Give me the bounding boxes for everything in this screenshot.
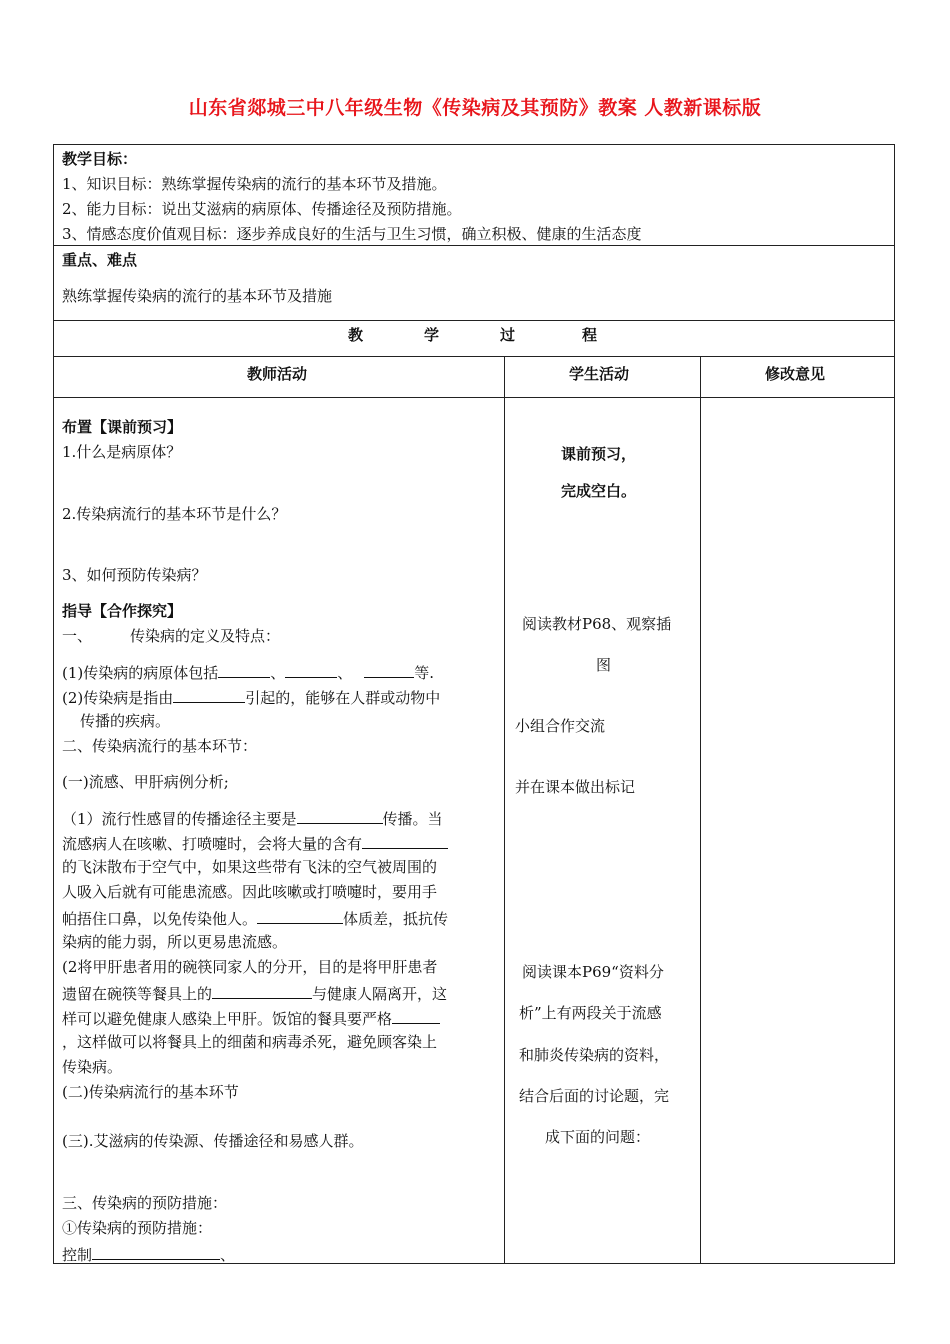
preview-question: 2.传染病流行的基本环节是什么？ bbox=[62, 505, 287, 523]
text-segment: 体质差，抵抗传 bbox=[343, 910, 449, 928]
text-line: ①传染病的预防措施： bbox=[62, 1219, 213, 1237]
row-divider bbox=[53, 397, 895, 398]
column-divider bbox=[504, 356, 505, 1264]
row-divider bbox=[53, 320, 895, 321]
text-segment: 控制 bbox=[62, 1246, 93, 1264]
column-divider bbox=[700, 356, 701, 1264]
process-header-char: 学 bbox=[424, 326, 440, 344]
student-activity: 小组合作交流 bbox=[515, 717, 606, 735]
text-segment: (1)传染病的病原体包括 bbox=[62, 664, 219, 682]
blank bbox=[257, 907, 343, 924]
fill-in-line bbox=[62, 1007, 440, 1029]
text-line: 传染病。 bbox=[62, 1058, 123, 1076]
text-segment: 流感病人在咳嗽、打喷嚏时，会将大量的含有 bbox=[62, 835, 363, 853]
text-segment: 、 bbox=[337, 664, 353, 682]
process-header-char: 程 bbox=[582, 326, 598, 344]
student-activity: 阅读教材P68、观察插 bbox=[522, 615, 672, 633]
section-number: 一、 bbox=[62, 627, 93, 645]
text-segment: (2)传染病是指由 bbox=[62, 689, 174, 707]
preview-question: 1.什么是病原体？ bbox=[62, 443, 182, 461]
objective-item: 1、知识目标：熟练掌握传染病的流行的基本环节及措施。 bbox=[62, 175, 447, 193]
section-title: 传染病的定义及特点： bbox=[130, 627, 281, 645]
text-segment: 、 bbox=[220, 1246, 236, 1264]
fill-in-line bbox=[62, 661, 434, 683]
blank bbox=[285, 661, 337, 678]
blank bbox=[212, 982, 312, 999]
objective-item: 3、情感态度价值观目标：逐步养成良好的生活与卫生习惯，确立积极、健康的生活态度 bbox=[62, 225, 642, 243]
row-divider bbox=[53, 245, 895, 246]
blank bbox=[218, 661, 270, 678]
process-header-char: 教 bbox=[348, 326, 364, 344]
section-title: 三、传染病的预防措施： bbox=[62, 1194, 228, 1212]
blank bbox=[362, 832, 448, 849]
blank bbox=[92, 1243, 220, 1260]
text-segment: 与健康人隔离开，这 bbox=[312, 985, 448, 1003]
student-activity: 完成空白。 bbox=[561, 482, 637, 500]
text-line: 传播的疾病。 bbox=[80, 712, 171, 730]
blank bbox=[364, 661, 414, 678]
student-activity: 成下面的问题： bbox=[545, 1128, 651, 1146]
column-header-student: 学生活动 bbox=[569, 365, 630, 383]
blank bbox=[392, 1007, 440, 1024]
blank bbox=[297, 807, 383, 824]
text-line: 的飞沫散布于空气中，如果这些带有飞沫的空气被周围的 bbox=[62, 858, 438, 876]
column-header-teacher: 教师活动 bbox=[247, 365, 308, 383]
subsection-title: (一)流感、甲肝病例分析; bbox=[62, 773, 229, 791]
student-activity: 课前预习， bbox=[561, 445, 637, 463]
fill-in-line bbox=[62, 1243, 235, 1265]
text-line: 人吸入后就有可能患流感。因此咳嗽或打喷嚏时，要用手 bbox=[62, 883, 438, 901]
text-segment: 传播。当 bbox=[382, 810, 443, 828]
text-segment: 样可以避免健康人感染上甲肝。饭馆的餐具要严格 bbox=[62, 1010, 393, 1028]
subsection-title: (二)传染病流行的基本环节 bbox=[62, 1083, 239, 1101]
blank bbox=[173, 686, 245, 703]
objective-item: 2、能力目标：说出艾滋病的病原体、传播途径及预防措施。 bbox=[62, 200, 462, 218]
text-segment: 等. bbox=[414, 664, 435, 682]
preview-question: 3、如何预防传染病？ bbox=[62, 566, 207, 584]
fill-in-line bbox=[62, 832, 448, 854]
text-segment: 、 bbox=[270, 664, 286, 682]
text-segment: 引起的，能够在人群或动物中 bbox=[245, 689, 441, 707]
text-line: 染病的能力弱，所以更易患流感。 bbox=[62, 933, 288, 951]
text-line: (2将甲肝患者用的碗筷同家人的分开，目的是将甲肝患者 bbox=[62, 958, 438, 976]
fill-in-line bbox=[62, 807, 443, 829]
section-title: 二、传染病流行的基本环节： bbox=[62, 737, 258, 755]
subsection-title: (三).艾滋病的传染源、传播途径和易感人群。 bbox=[62, 1132, 364, 1150]
student-activity: 并在课本做出标记 bbox=[515, 778, 636, 796]
column-header-revision: 修改意见 bbox=[765, 365, 826, 383]
text-segment: 帕捂住口鼻，以免传染他人。 bbox=[62, 910, 258, 928]
student-activity: 图 bbox=[596, 656, 612, 674]
student-activity: 阅读课本P69“资料分 bbox=[522, 963, 664, 981]
text-segment: 遗留在碗筷等餐具上的 bbox=[62, 985, 213, 1003]
student-activity: 和肺炎传染病的资料， bbox=[519, 1046, 670, 1064]
row-divider bbox=[53, 356, 895, 357]
process-header-char: 过 bbox=[500, 326, 516, 344]
guide-heading: 指导【合作探究】 bbox=[62, 602, 183, 620]
key-points-heading: 重点、难点 bbox=[62, 251, 138, 269]
fill-in-line bbox=[62, 686, 440, 708]
fill-in-line bbox=[62, 982, 447, 1004]
student-activity: 结合后面的讨论题，完 bbox=[519, 1087, 670, 1105]
key-points-text: 熟练掌握传染病的流行的基本环节及措施 bbox=[62, 287, 333, 305]
preview-heading: 布置【课前预习】 bbox=[62, 418, 183, 436]
document-title: 山东省郯城三中八年级生物《传染病及其预防》教案 人教新课标版 bbox=[188, 97, 762, 119]
fill-in-line bbox=[62, 907, 448, 929]
student-activity: 析”上有两段关于流感 bbox=[519, 1004, 662, 1022]
objectives-heading: 教学目标： bbox=[62, 150, 138, 168]
text-segment: （1）流行性感冒的传播途径主要是 bbox=[62, 810, 297, 828]
text-line: ，这样做可以将餐具上的细菌和病毒杀死，避免顾客染上 bbox=[62, 1033, 438, 1051]
